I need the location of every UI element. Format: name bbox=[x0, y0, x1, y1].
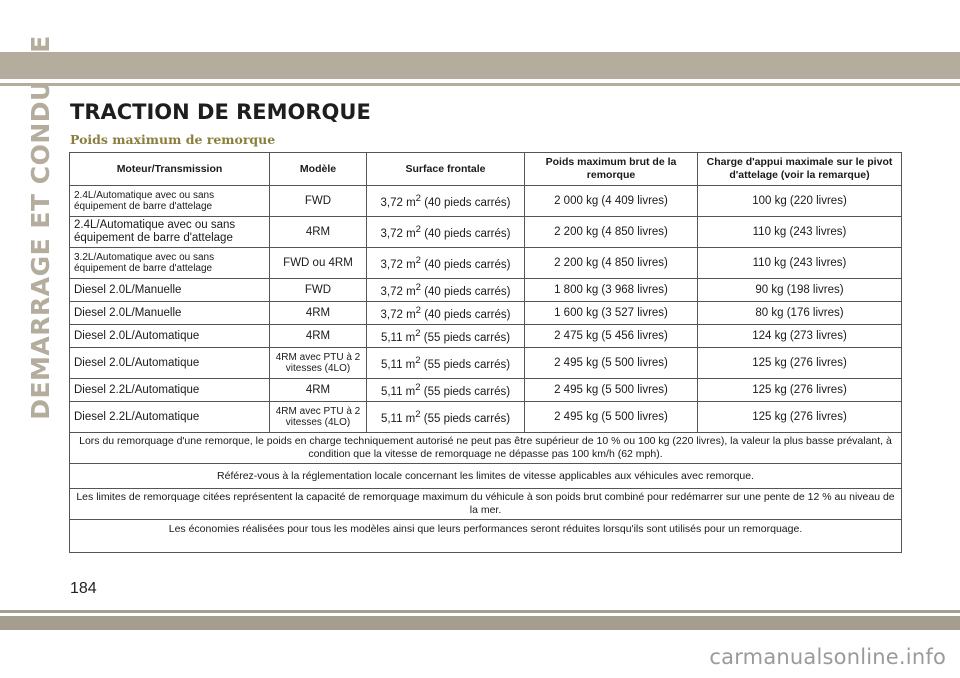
page-number: 184 bbox=[70, 580, 97, 597]
table-note-row bbox=[70, 489, 902, 520]
cell-gross-weight: 2 000 kg (4 409 livres) bbox=[525, 186, 698, 217]
cell-gross-weight: 2 495 kg (5 500 livres) bbox=[525, 379, 698, 402]
section-title: TRACTION DE REMORQUE bbox=[70, 100, 371, 124]
cell-tongue-load: 125 kg (276 livres) bbox=[698, 348, 902, 379]
cell-model: 4RM bbox=[270, 379, 367, 402]
cell-model: FWD bbox=[270, 186, 367, 217]
area-unit: (55 pieds carrés) bbox=[420, 412, 511, 425]
cell-frontal-area bbox=[367, 217, 525, 248]
cell-engine: 2.4L/Automatique avec ou sans équipement de barre d'attelage bbox=[70, 217, 270, 248]
cell-frontal-area bbox=[367, 402, 525, 433]
section-subtitle: Poids maximum de remorque bbox=[70, 132, 276, 147]
chapter-side-tab bbox=[22, 34, 58, 420]
area-exponent: 2 bbox=[415, 255, 421, 267]
cell-tongue-load: 110 kg (243 livres) bbox=[698, 217, 902, 248]
cell-frontal-area bbox=[367, 186, 525, 217]
chapter-side-tab-label: DEMARRAGE ET CONDUITE bbox=[25, 34, 55, 420]
cell-model: 4RM bbox=[270, 325, 367, 348]
header-engine: Moteur/Transmission bbox=[70, 153, 270, 186]
table-note: Les économies réalisées pour tous les modèles ainsi que leurs performances seront réduites lorsqu'ils sont utilisés pour un remorquage. bbox=[70, 520, 902, 553]
cell-frontal-area bbox=[367, 325, 525, 348]
area-value: 5,11 m bbox=[380, 385, 416, 398]
table-row bbox=[70, 279, 902, 302]
header-frontal-area: Surface frontale bbox=[367, 153, 525, 186]
area-unit: (40 pieds carrés) bbox=[421, 285, 511, 298]
table-note-row bbox=[70, 433, 902, 464]
cell-engine: Diesel 2.0L/Manuelle bbox=[70, 302, 270, 325]
area-exponent: 2 bbox=[415, 282, 421, 294]
cell-model: 4RM avec PTU à 2 vitesses (4LO) bbox=[270, 402, 367, 433]
cell-frontal-area bbox=[367, 348, 525, 379]
area-exponent: 2 bbox=[415, 193, 421, 205]
area-unit: (55 pieds carrés) bbox=[420, 385, 511, 398]
cell-engine: 2.4L/Automatique avec ou sans équipement de barre d'attelage bbox=[70, 186, 270, 217]
cell-tongue-load: 90 kg (198 livres) bbox=[698, 279, 902, 302]
area-value: 5,11 m bbox=[380, 412, 416, 425]
cell-gross-weight: 2 495 kg (5 500 livres) bbox=[525, 348, 698, 379]
cell-tongue-load: 100 kg (220 livres) bbox=[698, 186, 902, 217]
cell-model: 4RM bbox=[270, 302, 367, 325]
cell-frontal-area bbox=[367, 379, 525, 402]
header-gross-weight: Poids maximum brut de la remorque bbox=[525, 153, 698, 186]
area-exponent: 2 bbox=[415, 409, 421, 421]
area-unit: (40 pieds carrés) bbox=[421, 196, 511, 209]
area-value: 3,72 m bbox=[380, 258, 416, 271]
footer-rule bbox=[0, 610, 960, 613]
area-value: 3,72 m bbox=[380, 196, 416, 209]
cell-tongue-load: 110 kg (243 livres) bbox=[698, 248, 902, 279]
cell-engine: Diesel 2.2L/Automatique bbox=[70, 379, 270, 402]
area-exponent: 2 bbox=[415, 355, 421, 367]
cell-tongue-load: 125 kg (276 livres) bbox=[698, 379, 902, 402]
table-row bbox=[70, 217, 902, 248]
area-value: 3,72 m bbox=[380, 285, 416, 298]
area-unit: (40 pieds carrés) bbox=[421, 227, 511, 240]
cell-gross-weight: 2 200 kg (4 850 livres) bbox=[525, 248, 698, 279]
table-row bbox=[70, 302, 902, 325]
table-header-row bbox=[70, 153, 902, 186]
table-row bbox=[70, 402, 902, 433]
area-value: 5,11 m bbox=[380, 358, 416, 371]
cell-engine: Diesel 2.0L/Manuelle bbox=[70, 279, 270, 302]
table-note: Lors du remorquage d'une remorque, le poids en charge techniquement autorisé ne peut pas être supérieur de 10 % ou 100 kg (220 livres), la valeur la plus basse prévalant, à condition que la vitesse de remorquage ne dépasse pas 100 km/h (62 mph). bbox=[70, 433, 902, 464]
table-row bbox=[70, 248, 902, 279]
area-exponent: 2 bbox=[415, 224, 421, 236]
area-unit: (40 pieds carrés) bbox=[421, 258, 511, 271]
area-exponent: 2 bbox=[415, 305, 421, 317]
area-value: 3,72 m bbox=[380, 227, 416, 240]
header-band bbox=[0, 52, 960, 79]
footer-band bbox=[0, 616, 960, 630]
table-row bbox=[70, 348, 902, 379]
cell-model: 4RM avec PTU à 2 vitesses (4LO) bbox=[270, 348, 367, 379]
cell-gross-weight: 1 800 kg (3 968 livres) bbox=[525, 279, 698, 302]
area-unit: (55 pieds carrés) bbox=[420, 358, 511, 371]
cell-gross-weight: 2 200 kg (4 850 livres) bbox=[525, 217, 698, 248]
table-row bbox=[70, 379, 902, 402]
watermark: carmanualsonline.info bbox=[0, 636, 960, 678]
area-value: 3,72 m bbox=[380, 308, 416, 321]
area-exponent: 2 bbox=[415, 328, 421, 340]
header-tongue-load: Charge d'appui maximale sur le pivot d'attelage (voir la remarque) bbox=[698, 153, 902, 186]
cell-model: FWD ou 4RM bbox=[270, 248, 367, 279]
cell-gross-weight: 1 600 kg (3 527 livres) bbox=[525, 302, 698, 325]
table-note: Référez-vous à la réglementation locale concernant les limites de vitesse applicables aux véhicules avec remorque. bbox=[70, 464, 902, 489]
cell-model: 4RM bbox=[270, 217, 367, 248]
cell-tongue-load: 124 kg (273 livres) bbox=[698, 325, 902, 348]
cell-engine: Diesel 2.2L/Automatique bbox=[70, 402, 270, 433]
table-note-row bbox=[70, 520, 902, 553]
cell-gross-weight: 2 495 kg (5 500 livres) bbox=[525, 402, 698, 433]
area-exponent: 2 bbox=[415, 382, 421, 394]
cell-frontal-area bbox=[367, 248, 525, 279]
area-unit: (55 pieds carrés) bbox=[420, 331, 511, 344]
towing-spec-table bbox=[69, 152, 902, 553]
table-note: Les limites de remorquage citées représentent la capacité de remorquage maximum du véhicule à son poids brut combiné pour redémarrer sur une pente de 12 % au niveau de la mer. bbox=[70, 489, 902, 520]
cell-engine: Diesel 2.0L/Automatique bbox=[70, 348, 270, 379]
area-value: 5,11 m bbox=[380, 331, 416, 344]
table-note-row bbox=[70, 464, 902, 489]
header-rule bbox=[0, 83, 960, 86]
cell-engine: Diesel 2.0L/Automatique bbox=[70, 325, 270, 348]
header-model: Modèle bbox=[270, 153, 367, 186]
table-row bbox=[70, 325, 902, 348]
cell-gross-weight: 2 475 kg (5 456 livres) bbox=[525, 325, 698, 348]
cell-tongue-load: 80 kg (176 livres) bbox=[698, 302, 902, 325]
cell-frontal-area bbox=[367, 279, 525, 302]
cell-tongue-load: 125 kg (276 livres) bbox=[698, 402, 902, 433]
table-row bbox=[70, 186, 902, 217]
cell-frontal-area bbox=[367, 302, 525, 325]
cell-model: FWD bbox=[270, 279, 367, 302]
cell-engine: 3.2L/Automatique avec ou sans équipement de barre d'attelage bbox=[70, 248, 270, 279]
area-unit: (40 pieds carrés) bbox=[421, 308, 511, 321]
